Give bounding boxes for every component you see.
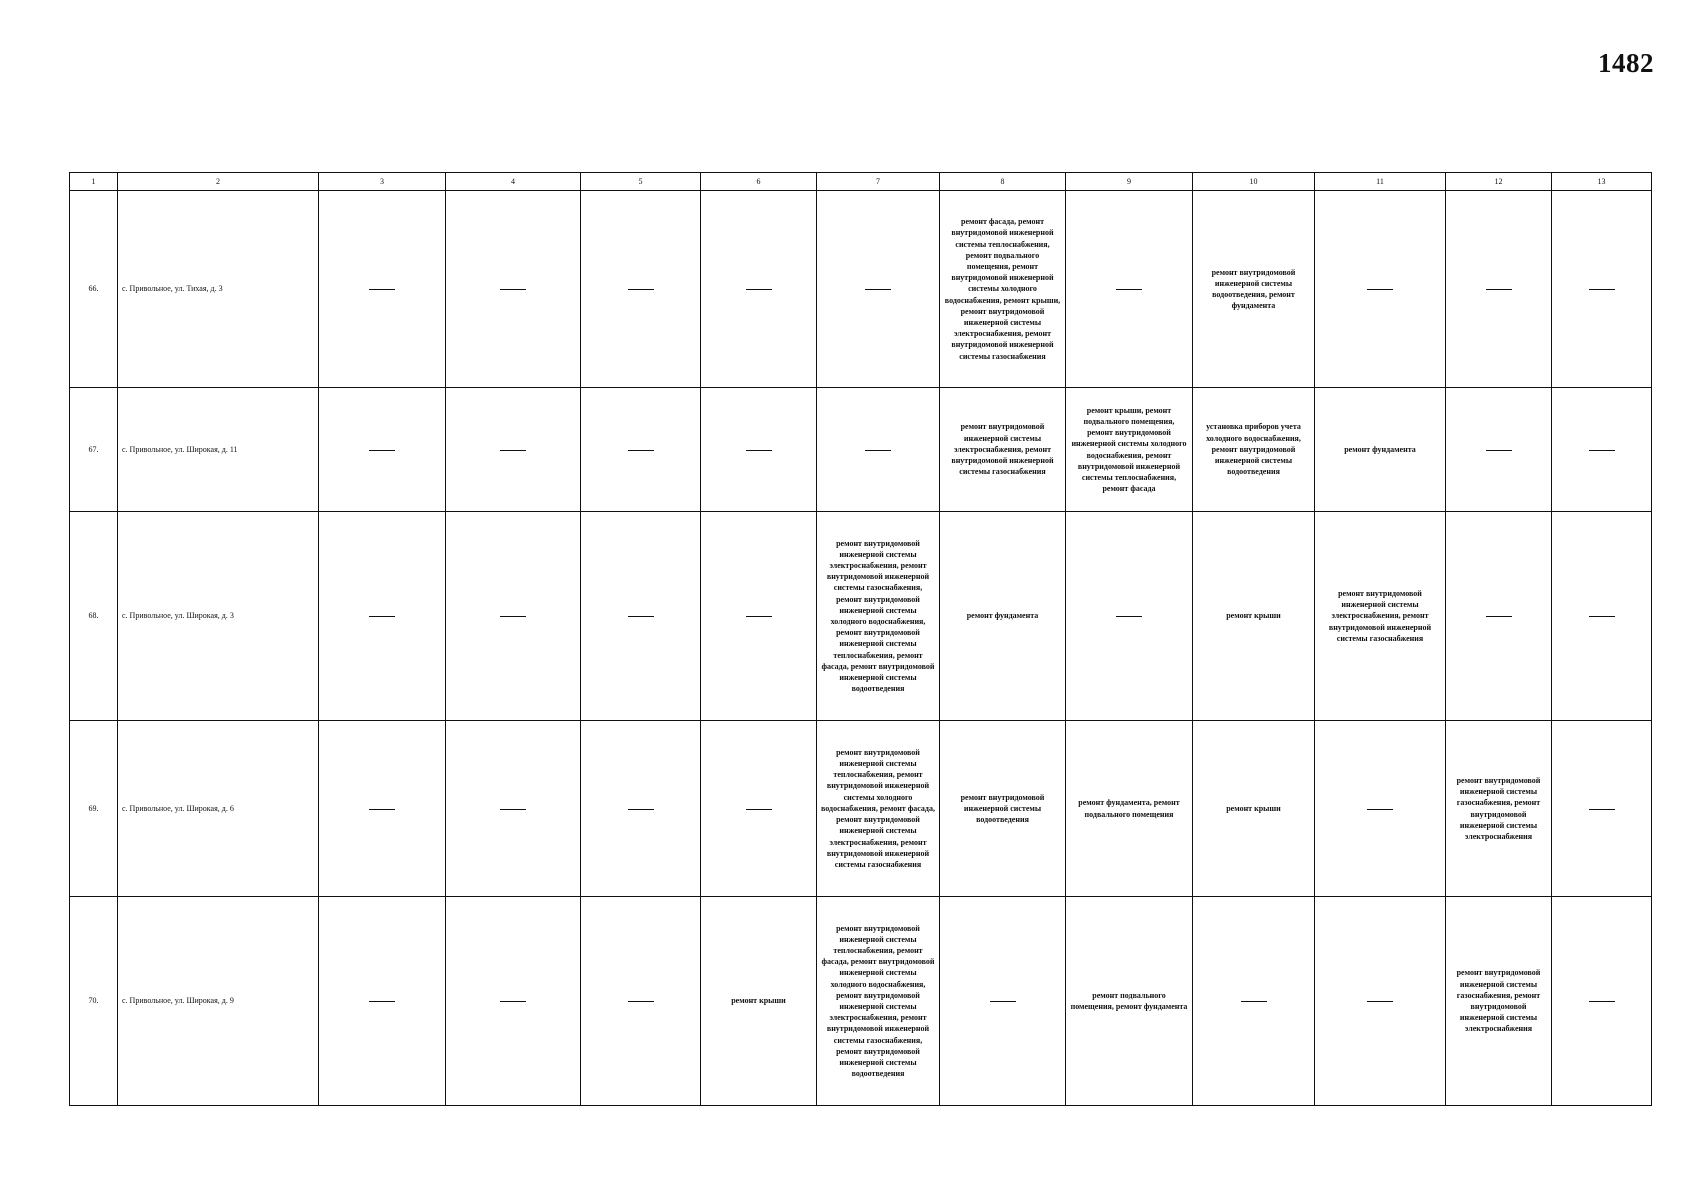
empty-cell [940, 897, 1066, 1106]
empty-cell [701, 721, 817, 897]
dash-mark [369, 289, 395, 290]
dash-mark [1241, 1001, 1267, 1002]
dash-mark [628, 809, 654, 810]
empty-cell [817, 388, 940, 512]
row-number: 67. [70, 388, 118, 512]
work-type-cell: установка приборов учета холодного водоснабжения, ремонт внутридомовой инженерной системы водоотведения [1193, 388, 1315, 512]
dash-mark [865, 450, 891, 451]
empty-cell [319, 191, 446, 388]
work-type-cell: ремонт фундамента, ремонт подвального помещения [1066, 721, 1193, 897]
empty-cell [1315, 191, 1446, 388]
work-type-cell: ремонт внутридомовой инженерной системы теплоснабжения, ремонт внутридомовой инженерной системы холодного водоснабжения, ремонт фасада, ремонт внутридомовой инженерной системы электроснабжения, ремонт внутридомовой инженерной системы газоснабжения [817, 721, 940, 897]
empty-cell [581, 388, 701, 512]
empty-cell [446, 897, 581, 1106]
dash-mark [369, 616, 395, 617]
row-number: 66. [70, 191, 118, 388]
dash-mark [990, 1001, 1016, 1002]
dash-mark [1589, 809, 1615, 810]
empty-cell [817, 191, 940, 388]
dash-mark [500, 1001, 526, 1002]
empty-cell [1552, 191, 1652, 388]
column-header: 1 [70, 173, 118, 191]
column-header: 10 [1193, 173, 1315, 191]
page-number: 1482 [1598, 48, 1654, 78]
dash-mark [500, 616, 526, 617]
empty-cell [319, 388, 446, 512]
empty-cell [1552, 721, 1652, 897]
dash-mark [1116, 616, 1142, 617]
empty-cell [1066, 191, 1193, 388]
work-type-cell: ремонт фундамента [940, 512, 1066, 721]
repair-schedule-table [69, 172, 1652, 1106]
empty-cell [581, 897, 701, 1106]
dash-mark [1367, 1001, 1393, 1002]
empty-cell [581, 191, 701, 388]
dash-mark [746, 450, 772, 451]
table-row [70, 388, 1652, 512]
empty-cell [1066, 512, 1193, 721]
empty-cell [1446, 191, 1552, 388]
work-type-cell: ремонт фасада, ремонт внутридомовой инженерной системы теплоснабжения, ремонт подвального помещения, ремонт внутридомовой инженерной системы холодного водоснабжения, ремонт крыши, ремонт внутридомовой инженерной системы электроснабжения, ремонт внутридомовой инженерной системы газоснабжения [940, 191, 1066, 388]
work-type-cell: ремонт внутридомовой инженерной системы газоснабжения, ремонт внутридомовой инженерной системы электроснабжения [1446, 897, 1552, 1106]
column-header: 6 [701, 173, 817, 191]
empty-cell [319, 512, 446, 721]
table-row [70, 512, 1652, 721]
dash-mark [865, 289, 891, 290]
row-number: 69. [70, 721, 118, 897]
dash-mark [369, 450, 395, 451]
address-cell: с. Привольное, ул. Тихая, д. 3 [118, 191, 319, 388]
empty-cell [319, 897, 446, 1106]
dash-mark [1367, 809, 1393, 810]
table-row [70, 191, 1652, 388]
column-number-header-row [70, 173, 1652, 191]
dash-mark [1589, 289, 1615, 290]
empty-cell [1193, 897, 1315, 1106]
dash-mark [746, 616, 772, 617]
dash-mark [369, 1001, 395, 1002]
dash-mark [1486, 450, 1512, 451]
dash-mark [500, 450, 526, 451]
dash-mark [1367, 289, 1393, 290]
empty-cell [319, 721, 446, 897]
table-row [70, 721, 1652, 897]
dash-mark [1589, 450, 1615, 451]
row-number: 68. [70, 512, 118, 721]
work-type-cell: ремонт внутридомовой инженерной системы электроснабжения, ремонт внутридомовой инженерной системы газоснабжения, ремонт внутридомовой инженерной системы холодного водоснабжения, ремонт внутридомовой инженерной системы теплоснабжения, ремонт фасада, ремонт внутридомовой инженерной системы водоотведения [817, 512, 940, 721]
work-type-cell: ремонт внутридомовой инженерной системы водоотведения [940, 721, 1066, 897]
empty-cell [581, 721, 701, 897]
address-cell: с. Привольное, ул. Широкая, д. 6 [118, 721, 319, 897]
column-header: 12 [1446, 173, 1552, 191]
empty-cell [581, 512, 701, 721]
dash-mark [746, 289, 772, 290]
column-header: 2 [118, 173, 319, 191]
dash-mark [500, 289, 526, 290]
work-type-cell: ремонт внутридомовой инженерной системы теплоснабжения, ремонт фасада, ремонт внутридомовой инженерной системы холодного водоснабжения, ремонт внутридомовой инженерной системы электроснабжения, ремонт внутридомовой инженерной системы газоснабжения, ремонт внутридомовой инженерной системы водоотведения [817, 897, 940, 1106]
work-type-cell: ремонт фундамента [1315, 388, 1446, 512]
empty-cell [1552, 388, 1652, 512]
address-cell: с. Привольное, ул. Широкая, д. 11 [118, 388, 319, 512]
address-cell: с. Привольное, ул. Широкая, д. 9 [118, 897, 319, 1106]
empty-cell [1446, 388, 1552, 512]
dash-mark [746, 809, 772, 810]
work-type-cell: ремонт подвального помещения, ремонт фундамента [1066, 897, 1193, 1106]
column-header: 9 [1066, 173, 1193, 191]
column-header: 7 [817, 173, 940, 191]
empty-cell [446, 512, 581, 721]
empty-cell [701, 388, 817, 512]
dash-mark [1589, 616, 1615, 617]
column-header: 8 [940, 173, 1066, 191]
empty-cell [1552, 512, 1652, 721]
empty-cell [701, 191, 817, 388]
dash-mark [1116, 289, 1142, 290]
empty-cell [1552, 897, 1652, 1106]
empty-cell [1315, 897, 1446, 1106]
dash-mark [369, 809, 395, 810]
row-number: 70. [70, 897, 118, 1106]
dash-mark [1589, 1001, 1615, 1002]
empty-cell [446, 388, 581, 512]
work-type-cell: ремонт внутридомовой инженерной системы электроснабжения, ремонт внутридомовой инженерной системы газоснабжения [940, 388, 1066, 512]
work-type-cell: ремонт крыши [1193, 512, 1315, 721]
address-cell: с. Привольное, ул. Широкая, д. 3 [118, 512, 319, 721]
work-type-cell: ремонт внутридомовой инженерной системы водоотведения, ремонт фундамента [1193, 191, 1315, 388]
column-header: 3 [319, 173, 446, 191]
column-header: 11 [1315, 173, 1446, 191]
empty-cell [1446, 512, 1552, 721]
empty-cell [446, 721, 581, 897]
empty-cell [446, 191, 581, 388]
dash-mark [628, 289, 654, 290]
work-type-cell: ремонт крыши [701, 897, 817, 1106]
dash-mark [500, 809, 526, 810]
column-header: 5 [581, 173, 701, 191]
work-type-cell: ремонт внутридомовой инженерной системы газоснабжения, ремонт внутридомовой инженерной системы электроснабжения [1446, 721, 1552, 897]
dash-mark [628, 1001, 654, 1002]
dash-mark [1486, 616, 1512, 617]
empty-cell [1315, 721, 1446, 897]
work-type-cell: ремонт крыши [1193, 721, 1315, 897]
dash-mark [1486, 289, 1512, 290]
column-header: 13 [1552, 173, 1652, 191]
empty-cell [701, 512, 817, 721]
dash-mark [628, 450, 654, 451]
work-type-cell: ремонт внутридомовой инженерной системы электроснабжения, ремонт внутридомовой инженерной системы газоснабжения [1315, 512, 1446, 721]
table-row [70, 897, 1652, 1106]
dash-mark [628, 616, 654, 617]
column-header: 4 [446, 173, 581, 191]
work-type-cell: ремонт крыши, ремонт подвального помещения, ремонт внутридомовой инженерной системы холодного водоснабжения, ремонт внутридомовой инженерной системы теплоснабжения, ремонт фасада [1066, 388, 1193, 512]
